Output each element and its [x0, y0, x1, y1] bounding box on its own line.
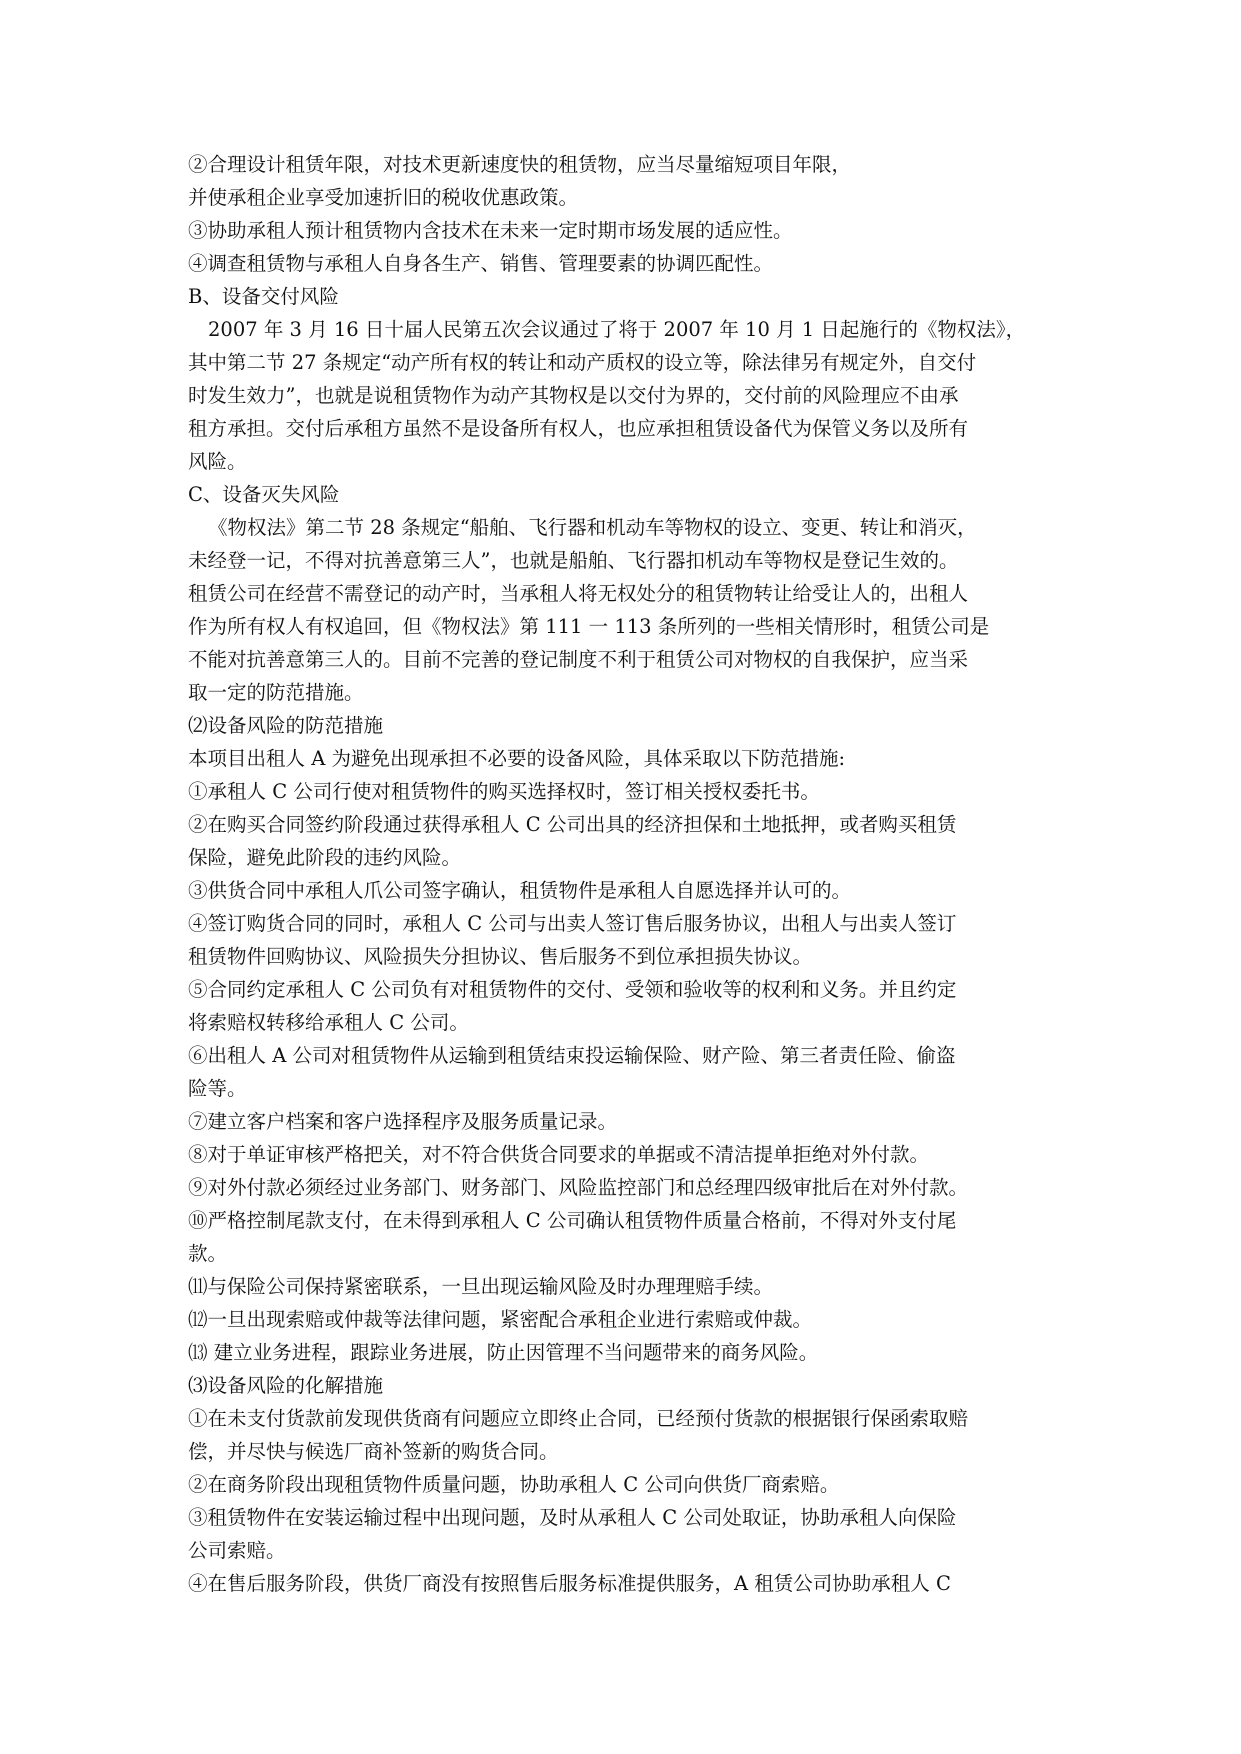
text-line: ⑤合同约定承租人 C 公司负有对租赁物件的交付、受领和验收等的权利和义务。并且约定	[188, 978, 957, 1001]
text-line: ②在商务阶段出现租赁物件质量问题，协助承租人 C 公司向供货厂商索赔。	[188, 1473, 840, 1496]
text-line: 取一定的防范措施。	[188, 681, 364, 704]
text-line: 其中第二节 27 条规定“动产所有权的转让和动产质权的设立等，除法律另有规定外，自交付	[188, 351, 977, 374]
text-line: 将索赔权转移给承租人 C 公司。	[188, 1011, 469, 1034]
text-line: 本项目出租人 A 为避免出现承担不必要的设备风险，具体采取以下防范措施:	[188, 747, 846, 770]
text-line: ⑿一旦出现索赔或仲裁等法律问题，紧密配合承租企业进行索赔或仲裁。	[188, 1308, 813, 1331]
text-line: ⒀ 建立业务进程，跟踪业务进展，防止因管理不当问题带来的商务风险。	[188, 1341, 819, 1364]
text-line: ⑧对于单证审核严格把关，对不符合供货合同要求的单据或不清洁提单拒绝对外付款。	[188, 1143, 930, 1166]
text-line: ③协助承租人预计租赁物内含技术在未来一定时期市场发展的适应性。	[188, 219, 793, 242]
text-line: 《物权法》第二节 28 条规定“船舶、飞行器和机动车等物权的设立、变更、转让和消灭，	[208, 516, 977, 539]
text-line: 款。	[188, 1242, 228, 1265]
text-line: ③供货合同中承租人爪公司签字确认，租赁物件是承租人自愿选择并认可的。	[188, 879, 852, 902]
text-line: 租赁物件回购协议、风险损失分担协议、售后服务不到位承担损失协议。	[188, 945, 813, 968]
text-line: ⑥出租人 A 公司对租赁物件从运输到租赁结束投运输保险、财产险、第三者责任险、偷盗	[188, 1044, 956, 1067]
text-line: 租赁公司在经营不需登记的动产时，当承租人将无权处分的租赁物转让给受让人的，出租人	[188, 582, 969, 605]
text-line: ①在未支付货款前发现供货商有问题应立即终止合同，已经预付货款的根据银行保函索取赔	[188, 1407, 969, 1430]
text-line: 公司索赔。	[188, 1539, 286, 1562]
section-heading: B、设备交付风险	[188, 285, 339, 308]
section-heading: C、设备灭失风险	[188, 483, 340, 506]
text-line: 风险。	[188, 450, 247, 473]
text-line: ⑾与保险公司保持紧密联系，一旦出现运输风险及时办理理赔手续。	[188, 1275, 774, 1298]
text-line: 不能对抗善意第三人的。目前不完善的登记制度不利于租赁公司对物权的自我保护，应当采	[188, 648, 969, 671]
text-line: 保险，避免此阶段的违约风险。	[188, 846, 462, 869]
document-body	[188, 148, 1058, 1600]
text-line: ④签订购货合同的同时，承租人 C 公司与出卖人签订售后服务协议，出租人与出卖人签订	[188, 912, 957, 935]
text-line: 时发生效力”，也就是说租赁物作为动产其物权是以交付为界的，交付前的风险理应不由承	[188, 384, 959, 407]
text-line: ②合理设计租赁年限，对技术更新速度快的租赁物，应当尽量缩短项目年限，	[188, 153, 852, 176]
section-heading: ⑵设备风险的防范措施	[188, 714, 384, 737]
text-line: 偿，并尽快与候选厂商补签新的购货合同。	[188, 1440, 559, 1463]
text-line: ⑩严格控制尾款支付，在未得到承租人 C 公司确认租赁物件质量合格前，不得对外支付尾	[188, 1209, 957, 1232]
text-line: 2007 年 3 月 16 日十届人民第五次会议通过了将于 2007 年 10 月 1 日起施行的《物权法》，	[208, 318, 1026, 341]
text-line: 租方承担。交付后承租方虽然不是设备所有权人，也应承担租赁设备代为保管义务以及所有	[188, 417, 969, 440]
text-line: ④调查租赁物与承租人自身各生产、销售、管理要素的协调匹配性。	[188, 252, 774, 275]
text-line: 险等。	[188, 1077, 247, 1100]
section-heading: ⑶设备风险的化解措施	[188, 1374, 384, 1397]
text-line: 并使承租企业享受加速折旧的税收优惠政策。	[188, 186, 579, 209]
text-line: ③租赁物件在安装运输过程中出现问题，及时从承租人 C 公司处取证，协助承租人向保险	[188, 1506, 957, 1529]
text-line: ⑨对外付款必须经过业务部门、财务部门、风险监控部门和总经理四级审批后在对外付款。	[188, 1176, 969, 1199]
text-line: ①承租人 C 公司行使对租赁物件的购买选择权时，签订相关授权委托书。	[188, 780, 820, 803]
text-line: ②在购买合同签约阶段通过获得承租人 C 公司出具的经济担保和土地抵押，或者购买租赁	[188, 813, 957, 836]
text-line: ⑦建立客户档案和客户选择程序及服务质量记录。	[188, 1110, 618, 1133]
text-line: ④在售后服务阶段，供货厂商没有按照售后服务标准提供服务，A 租赁公司协助承租人 C	[188, 1572, 951, 1595]
text-line: 未经登一记，不得对抗善意第三人”，也就是船舶、飞行器扣机动车等物权是登记生效的。	[188, 549, 959, 572]
text-line: 作为所有权人有权追回，但《物权法》第 111 一 113 条所列的一些相关情形时，租赁公司是	[188, 615, 990, 638]
